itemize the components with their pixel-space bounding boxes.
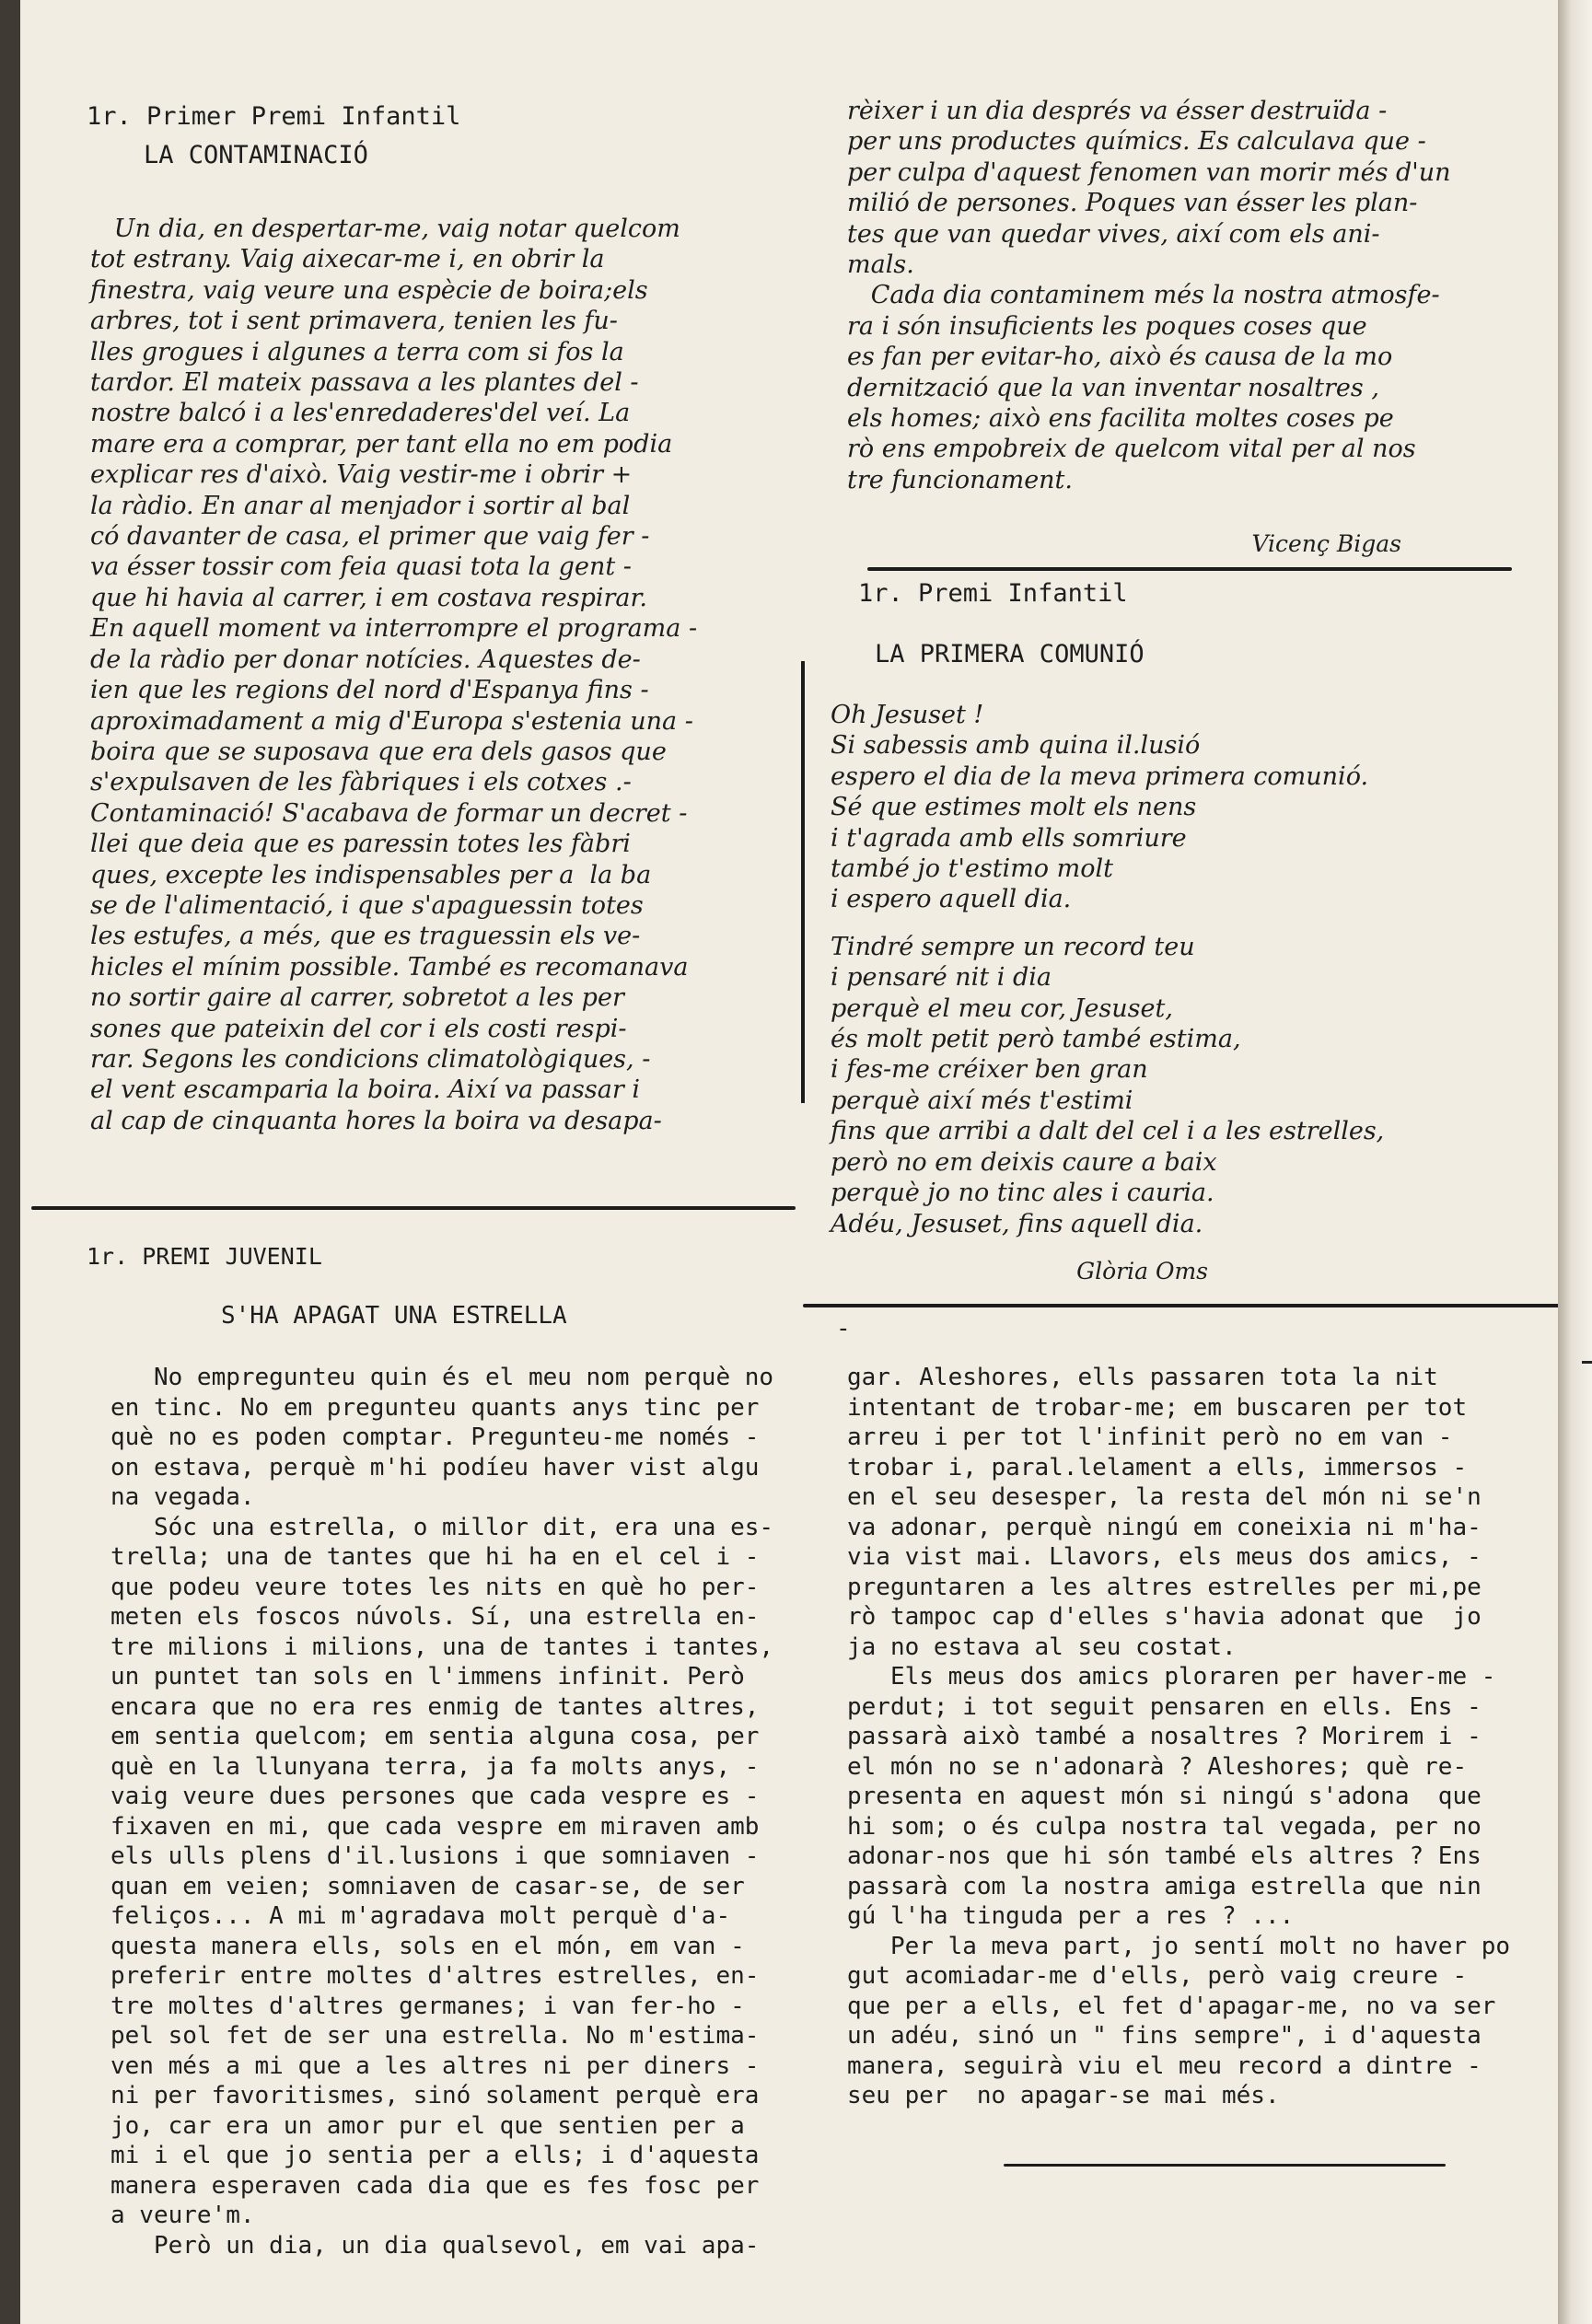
text-line: en el seu desesper, la resta del món ni se'n <box>847 1483 1482 1511</box>
text-line: ni per favoritismes, sinó solament perquè era <box>110 2082 760 2109</box>
stray-dash: - <box>836 1315 851 1342</box>
text-line: pel sol fet de ser una estrella. No m'estima- <box>110 2022 760 2050</box>
text-line: Un dia, en despertar-me, vaig notar quelcom <box>90 215 680 243</box>
text-line: tre funcionament. <box>847 465 1073 494</box>
text-line: ven més a mi que a les altres ni per diners - <box>110 2051 760 2080</box>
text-line: passarà com la nostra amiga estrella que nin <box>847 1872 1482 1900</box>
text-line: les estufes, a més, que es traguessin els ve- <box>90 922 641 951</box>
text-line: mare era a comprar, per tant ella no em podia <box>90 429 673 459</box>
text-line: tot estrany. Vaig aixecar-me i, en obrir la <box>90 245 605 274</box>
poem-line: perquè el meu cor, Jesuset, <box>831 994 1173 1023</box>
text-line: hicles el mínim possible. També es recomanava <box>90 952 689 982</box>
text-line: sones que pateixin del cor i els costi respi- <box>90 1014 627 1043</box>
text-line: finestra, vaig veure una espècie de boira;els <box>90 275 648 305</box>
text-line: manera esperaven cada dia que es fes fosc per <box>110 2171 760 2200</box>
text-line: que hi havia al carrer, i em costava respirar. <box>90 583 648 612</box>
text-line: rar. Segons les condicions climatològiques, - <box>90 1044 651 1074</box>
text-line: fixaven en mi, que cada vespre em miraven amb <box>110 1812 760 1841</box>
text-line: quan em veien; somniaven de casar-se, de ser <box>110 1872 745 1900</box>
text-line: què no es poden comptar. Pregunteu-me només - <box>110 1423 760 1451</box>
text-line: la ràdio. En anar al menjador i sortir al bal <box>90 491 631 520</box>
text-line: trella; una de tantes que hi ha en el cel i - <box>110 1543 760 1571</box>
text-line: Cada dia contaminem més la nostra atmosfe- <box>847 281 1440 310</box>
text-line: lles grogues i algunes a terra com si fos la <box>90 337 624 366</box>
divider-right-top <box>867 567 1512 571</box>
text-line: llei que deia que es paressin totes les fàbri <box>90 830 631 859</box>
article3-title: S'HA APAGAT UNA ESTRELLA <box>221 1302 567 1330</box>
text-line: mi i el que jo sentia per a ells; i d'aquesta <box>110 2142 760 2169</box>
text-line: s'expulsaven de les fàbriques i els cotxes .- <box>90 768 632 797</box>
article2-author: Glòria Oms <box>1076 1258 1208 1284</box>
text-line: va adonar, perquè ningú em coneixia ni m'ha- <box>847 1513 1482 1541</box>
article1-title: LA CONTAMINACIÓ <box>144 141 368 169</box>
text-line: boira que se suposava que era dels gasos que <box>90 737 667 766</box>
poem-stanza-1 <box>831 700 1384 915</box>
text-line: per uns productes químics. Es calculava que - <box>847 127 1426 157</box>
text-line: feliços... A mi m'agradava molt perquè d'a- <box>110 1902 731 1930</box>
text-line: al cap de cinquanta hores la boira va desapa- <box>90 1106 662 1135</box>
text-line: via vist mai. Llavors, els meus dos amics, - <box>847 1543 1482 1571</box>
poem-margin-line <box>801 661 805 1103</box>
text-line: intentant de trobar-me; em buscaren per tot <box>847 1393 1468 1422</box>
text-line: els homes; això ens facilita moltes coses pe <box>847 404 1394 434</box>
poem-line: Sé que estimes molt els nens <box>831 793 1197 822</box>
text-line: presenta en aquest món si ningú s'adona que <box>847 1783 1482 1810</box>
text-line: on estava, perquè m'hi podíeu haver vist algu <box>110 1453 760 1482</box>
text-line: trobar i, paral.lelament a ells, immersos - <box>847 1453 1468 1482</box>
divider-right-mid <box>803 1304 1558 1307</box>
text-line: els ulls plens d'il.lusions i que somniaven - <box>110 1842 760 1870</box>
article3-left-text <box>110 1363 773 2260</box>
text-line: el món no se n'adonarà ? Aleshores; què re- <box>847 1752 1468 1781</box>
poem-line: i fes-me créixer ben gran <box>831 1055 1148 1085</box>
text-line: adonar-nos que hi són també els altres ? Ens <box>847 1842 1482 1870</box>
text-line: gar. Aleshores, ells passaren tota la nit <box>847 1364 1438 1391</box>
text-line: ques, excepte les indispensables per a la ba <box>90 860 652 889</box>
article1-author: Vicenç Bigas <box>1251 530 1401 557</box>
poem-line: i espero aquell dia. <box>831 885 1072 914</box>
text-line: a veure'm. <box>110 2202 255 2229</box>
poem-line: és molt petit però també estima, <box>831 1025 1241 1054</box>
poem-line: i pensaré nit i dia <box>831 963 1052 993</box>
text-line: es fan per evitar-ho, això és causa de la mo <box>847 343 1393 372</box>
article1-continuation <box>847 96 1451 495</box>
text-line: preguntaren a les altres estrelles per mi,pe <box>847 1573 1482 1601</box>
binding-edge <box>1558 0 1592 2324</box>
text-line: ien que les regions del nord d'Espanya fins - <box>90 676 649 705</box>
article2-poem <box>831 700 1384 1239</box>
article1-body <box>90 214 697 1136</box>
article1-text <box>90 214 697 1136</box>
end-rule <box>1004 2164 1446 2167</box>
text-line: Contaminació! S'acabava de formar un decret - <box>90 798 688 828</box>
page <box>20 0 1558 2324</box>
text-line: arreu i per tot l'infinit però no em van - <box>847 1423 1453 1451</box>
poem-line: Si sabessis amb quina il.lusió <box>831 731 1201 761</box>
text-line: na vegada. <box>110 1483 255 1511</box>
text-line: explicar res d'això. Vaig vestir-me i obrir + <box>90 460 633 490</box>
poem-line: perquè així més t'estimi <box>831 1086 1133 1115</box>
text-line: Els meus dos amics ploraren per haver-me - <box>847 1663 1496 1691</box>
article1-cont-text <box>847 96 1451 495</box>
text-line: el vent escamparia la boira. Així va passar i <box>90 1075 640 1105</box>
text-line: Sóc una estrella, o millor dit, era una es- <box>110 1513 774 1541</box>
text-line: mals. <box>847 250 914 280</box>
article3-label: 1r. PREMI JUVENIL <box>87 1243 322 1270</box>
text-line: arbres, tot i sent primavera, tenien les fu- <box>90 307 618 336</box>
poem-line: però no em deixis caure a baix <box>831 1147 1217 1177</box>
text-line: tes que van quedar vives, així com els ani- <box>847 219 1380 249</box>
text-line: rò ens empobreix de quelcom vital per al nos <box>847 435 1416 464</box>
text-line: rò tampoc cap d'elles s'havia adonat que jo <box>847 1603 1482 1631</box>
article2-title: LA PRIMERA COMUNIÓ <box>875 640 1145 668</box>
text-line: Per la meva part, jo sentí molt no haver po <box>847 1932 1511 1960</box>
text-line: tre milions i milions, una de tantes i tantes, <box>110 1633 774 1661</box>
poem-stanza-2 <box>831 932 1384 1239</box>
article3-right-column <box>847 1363 1510 2111</box>
text-line: gut acomiadar-me d'ells, però vaig creure - <box>847 1962 1468 1990</box>
text-line: per culpa d'aquest fenomen van morir més d'un <box>847 157 1451 187</box>
text-line: preferir entre moltes d'altres estrelles, en- <box>110 1962 760 1990</box>
text-line: un adéu, sinó un " fins sempre", i d'aquesta <box>847 2022 1482 2050</box>
text-line: seu per no apagar-se mai més. <box>847 2082 1280 2109</box>
text-line: no sortir gaire al carrer, sobretot a les per <box>90 983 624 1013</box>
text-line: se de l'alimentació, i que s'apaguessin totes <box>90 890 644 920</box>
poem-line: espero el dia de la meva primera comunió. <box>831 761 1369 791</box>
text-line: tre moltes d'altres germanes; i van fer-ho - <box>110 1992 745 2020</box>
text-line: jo, car era un amor pur el que sentien per a <box>110 2111 745 2140</box>
text-line: milió de persones. Poques van ésser les plan- <box>847 189 1418 218</box>
text-line: va ésser tossir com feia quasi tota la gent - <box>90 552 632 582</box>
text-line: questa manera ells, sols en el món, em van - <box>110 1932 745 1960</box>
poem-line: Adéu, Jesuset, fins aquell dia. <box>831 1209 1203 1238</box>
poem-line: també jo t'estimo molt <box>831 854 1113 884</box>
text-line: que podeu veure totes les nits en què ho per- <box>110 1573 760 1601</box>
text-line: meten els foscos núvols. Sí, una estrella en- <box>110 1603 760 1631</box>
binding-mark <box>1582 1361 1592 1364</box>
text-line: em sentia quelcom; em sentia alguna cosa, per <box>110 1723 760 1750</box>
text-line: rèixer i un dia després va ésser destruïda - <box>847 97 1388 125</box>
text-line: ja no estava al seu costat. <box>847 1633 1237 1661</box>
poem-line: i t'agrada amb ells somriure <box>831 823 1187 853</box>
text-line: gú l'ha tinguda per a res ? ... <box>847 1902 1295 1930</box>
article2-label: 1r. Premi Infantil <box>858 579 1128 608</box>
text-line: de la ràdio per donar notícies. Aquestes de- <box>90 645 641 674</box>
text-line: tardor. El mateix passava a les plantes del - <box>90 368 639 398</box>
text-line: manera, seguirà viu el meu record a dintre - <box>847 2051 1482 2080</box>
text-line: vaig veure dues persones que cada vespre es - <box>110 1783 760 1810</box>
article1-label: 1r. Primer Premi Infantil <box>87 102 461 131</box>
text-line: un puntet tan sols en l'immens infinit. Però <box>110 1663 745 1691</box>
poem-line: fins que arribi a dalt del cel i a les estrelles, <box>831 1117 1385 1146</box>
divider-left <box>31 1206 796 1210</box>
text-line: hi som; o és culpa nostra tal vegada, per no <box>847 1812 1482 1841</box>
article3-left-column <box>110 1363 773 2260</box>
text-line: perdut; i tot seguit pensaren en ells. Ens - <box>847 1692 1482 1721</box>
text-line: en tinc. No em pregunteu quants anys tinc per <box>110 1393 760 1422</box>
text-line: passarà això també a nosaltres ? Morirem i - <box>847 1723 1482 1750</box>
text-line: què en la llunyana terra, ja fa molts anys, - <box>110 1752 760 1781</box>
text-line: que per a ells, el fet d'apagar-me, no va ser <box>847 1992 1496 2020</box>
text-line: Però un dia, un dia qualsevol, em vai apa- <box>110 2231 760 2260</box>
text-line: dernització que la van inventar nosaltres , <box>847 373 1379 402</box>
text-line: No empregunteu quin és el meu nom perquè no <box>110 1364 774 1391</box>
text-line: ra i són insuficients les poques coses que <box>847 311 1367 341</box>
poem-line: Tindré sempre un record teu <box>831 932 1195 961</box>
text-line: En aquell moment va interrompre el programa - <box>90 614 698 644</box>
article3-right-text <box>847 1363 1510 2111</box>
text-line: nostre balcó i a les'enredaderes'del veí. La <box>90 399 631 428</box>
text-line: aproximadament a mig d'Europa s'estenia una - <box>90 706 693 736</box>
poem-line: Oh Jesuset ! <box>831 701 984 729</box>
poem-line: perquè jo no tinc ales i cauria. <box>831 1179 1214 1208</box>
text-line: encara que no era res enmig de tantes altres, <box>110 1692 760 1721</box>
text-line: có davanter de casa, el primer que vaig fer - <box>90 522 650 552</box>
